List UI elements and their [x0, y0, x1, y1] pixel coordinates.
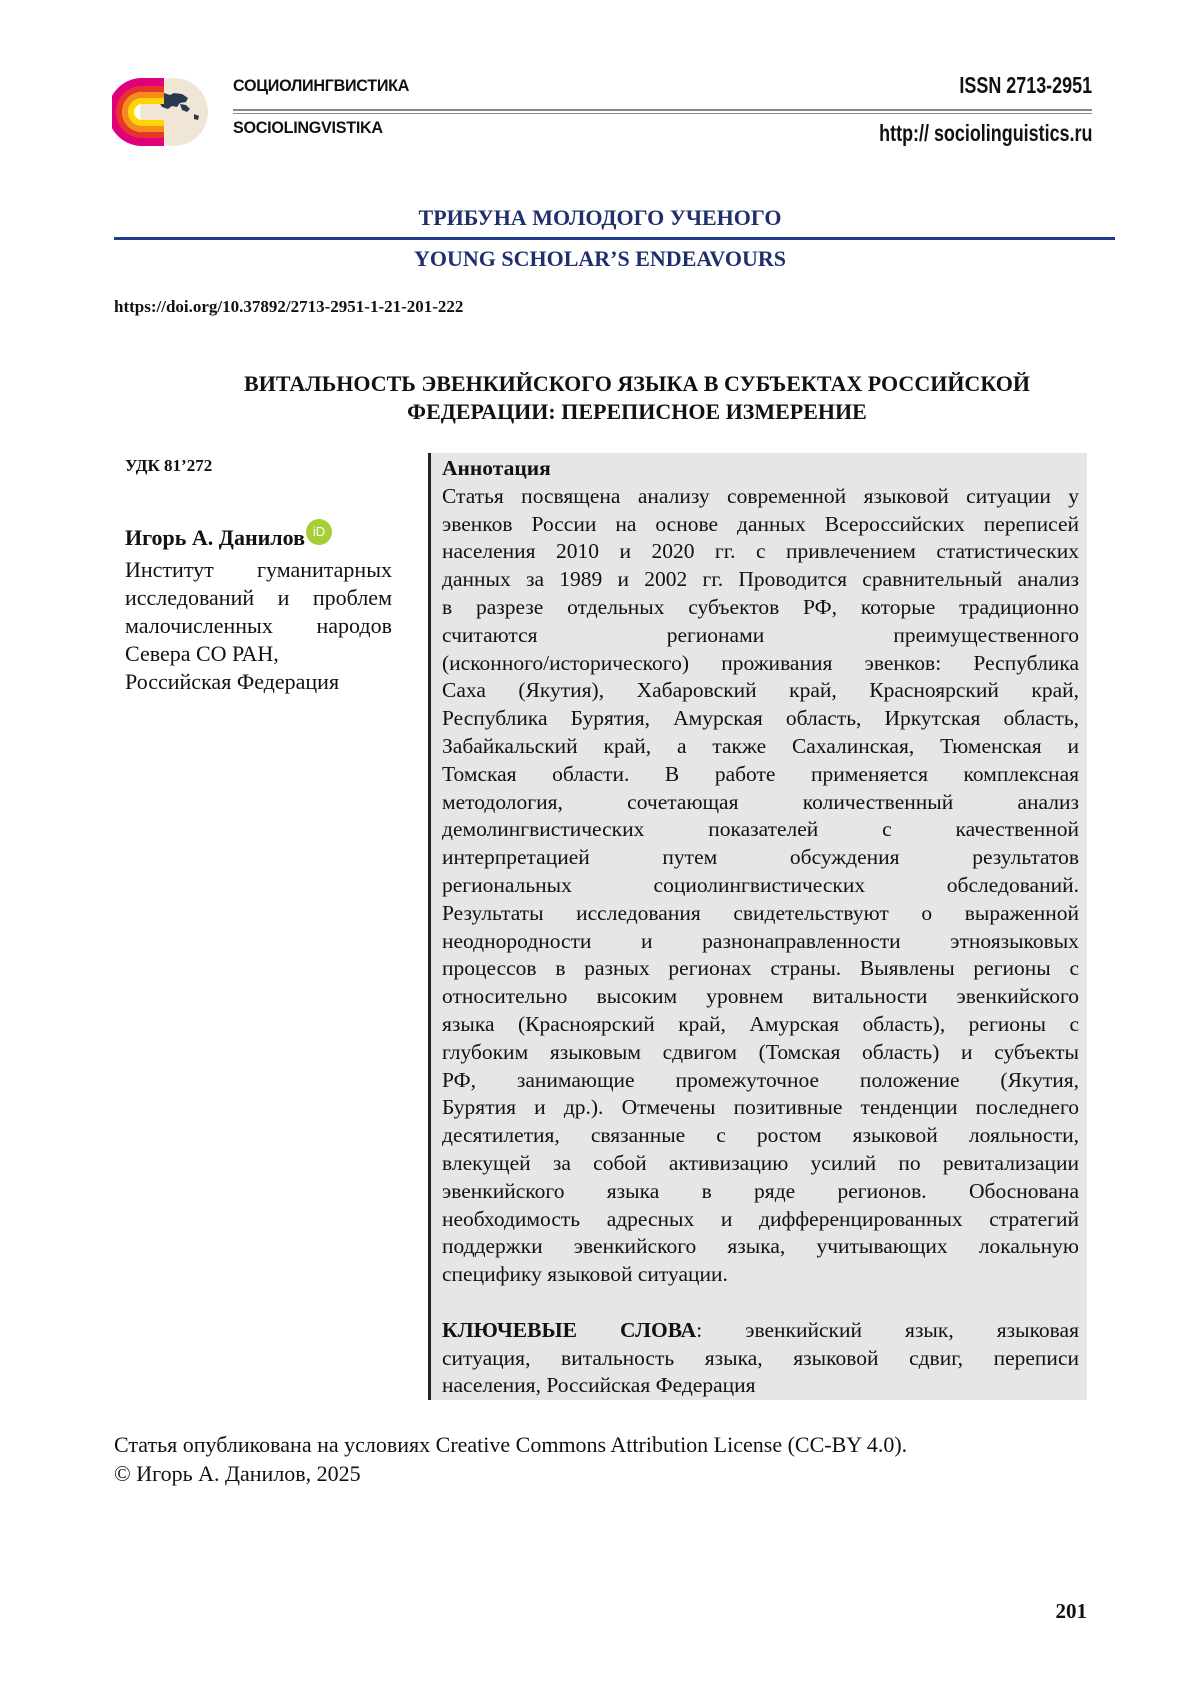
affiliation-line: Институт гуманитарных: [125, 557, 392, 582]
journal-name-ru: СОЦИОЛИНГВИСТИКА: [233, 76, 410, 95]
abstract-heading: Аннотация: [442, 456, 551, 480]
abstract-line: Результаты исследования свидетельствуют о выраженной: [442, 900, 1079, 925]
header-divider: [233, 109, 1092, 114]
section-divider: [114, 237, 1115, 240]
page-number: 201: [1055, 1599, 1087, 1623]
affiliation-line: Российская Федерация: [125, 669, 340, 694]
affiliation-line: малочисленных народов: [125, 613, 392, 638]
abstract-line: процессов в разных регионах страны. Выявлены регионы с: [442, 956, 1079, 981]
journal-name-en: SOCIOLINGVISTIKA: [233, 118, 383, 137]
abstract-line: Забайкальский край, а также Сахалинская, Тюменская и: [442, 733, 1079, 758]
section-title-ru: ТРИБУНА МОЛОДОГО УЧЕНОГО: [418, 205, 782, 230]
abstract-line: влекущей за собой активизацию усилий по ревитализации: [442, 1150, 1079, 1175]
affiliation-line: Севера СО РАН,: [125, 641, 279, 666]
abstract-line: Бурятия и др.). Отмечены позитивные тенденции последнего: [442, 1095, 1079, 1120]
abstract-line: глубоким языковым сдвигом (Томская область) и субъекты: [442, 1039, 1079, 1064]
abstract-line: относительно высоким уровнем витальности эвенкийского: [442, 984, 1079, 1009]
abstract-line: поддержки эвенкийского языка, учитывающих локальную: [442, 1234, 1079, 1259]
article-title-line: ВИТАЛЬНОСТЬ ЭВЕНКИЙСКОГО ЯЗЫКА В СУБЪЕКТАХ РОССИЙСКОЙ: [244, 371, 1030, 396]
abstract-line: демолингвистических показателей с качественной: [442, 817, 1079, 842]
keywords-label: КЛЮЧЕВЫЕ СЛОВА: [442, 1317, 697, 1342]
abstract-box: [428, 453, 1087, 1400]
abstract-line: (исконного/исторического) проживания эвенков: Республика: [442, 650, 1079, 675]
abstract-line: десятилетия, связанные с ростом языковой лояльности,: [442, 1123, 1079, 1148]
abstract-line: считаются регионами преимущественного: [442, 622, 1079, 647]
abstract-line: эвенков России на основе данных Всероссийских переписей: [442, 511, 1079, 536]
keywords-line: населения, Российская Федерация: [442, 1373, 756, 1398]
abstract-line: методология, сочетающая количественный анализ: [442, 789, 1079, 814]
affiliation-line: исследований и проблем: [125, 585, 392, 610]
issn: ISSN 2713-2951: [959, 72, 1092, 98]
abstract-line: Саха (Якутия), Хабаровский край, Красноярский край,: [442, 678, 1079, 703]
author-name: Игорь А. Данилов: [125, 525, 305, 550]
copyright-text: © Игорь А. Данилов, 2025: [114, 1461, 361, 1486]
udk-code: УДК 81’272: [125, 456, 213, 475]
article-title-line: ФЕДЕРАЦИИ: ПЕРЕПИСНОЕ ИЗМЕРЕНИЕ: [407, 399, 867, 424]
abstract-line: населения 2010 и 2020 гг. с привлечением статистических: [442, 539, 1079, 564]
keywords-text: : эвенкийский язык, языковая: [696, 1317, 1079, 1342]
license-text: Статья опубликована на условиях Creative Commons Attribution License (CC-BY 4.0).: [114, 1432, 908, 1457]
abstract-line: интерпретацией путем обсуждения результатов: [442, 845, 1079, 870]
abstract-line: региональных социолингвистических обследований.: [442, 872, 1079, 897]
orcid-icon[interactable]: iD: [306, 519, 332, 545]
abstract-line: языка (Красноярский край, Амурская область), регионы с: [442, 1011, 1079, 1036]
abstract-line: неоднородности и разнонаправленности этноязыковых: [442, 928, 1079, 953]
author-block: [125, 525, 332, 551]
abstract-text: [442, 483, 1079, 1289]
abstract-line: данных за 1989 и 2002 гг. Проводится сравнительный анализ: [442, 567, 1079, 592]
license-footer: [114, 1430, 907, 1488]
abstract-line: Статья посвящена анализу современной языковой ситуации у: [442, 483, 1079, 508]
abstract-line: эвенкийского языка в ряде регионов. Обоснована: [442, 1178, 1079, 1203]
abstract-line: Томская области. В работе применяется комплексная: [442, 761, 1079, 786]
abstract-line: РФ, занимающие промежуточное положение (Якутия,: [442, 1067, 1079, 1092]
journal-url-link[interactable]: http:// sociolinguistics.ru: [878, 120, 1092, 146]
journal-logo: [112, 74, 212, 150]
author-affiliation: [125, 556, 392, 696]
keywords-line: [442, 1317, 1079, 1345]
abstract-line: в разрезе отдельных субъектов РФ, которые традиционно: [442, 594, 1079, 619]
abstract-line: специфику языковой ситуации.: [442, 1262, 728, 1287]
article-title: [190, 370, 1084, 426]
keywords: [442, 1317, 1079, 1400]
keywords-line: ситуация, витальность языка, языковой сдвиг, переписи: [442, 1345, 1079, 1370]
abstract-line: Республика Бурятия, Амурская область, Иркутская область,: [442, 706, 1079, 731]
section-title-en: YOUNG SCHOLAR’S ENDEAVOURS: [414, 246, 786, 271]
abstract-line: необходимость адресных и дифференцированных стратегий: [442, 1206, 1079, 1231]
doi-link[interactable]: https://doi.org/10.37892/2713-2951-1-21-201-222: [114, 297, 464, 316]
